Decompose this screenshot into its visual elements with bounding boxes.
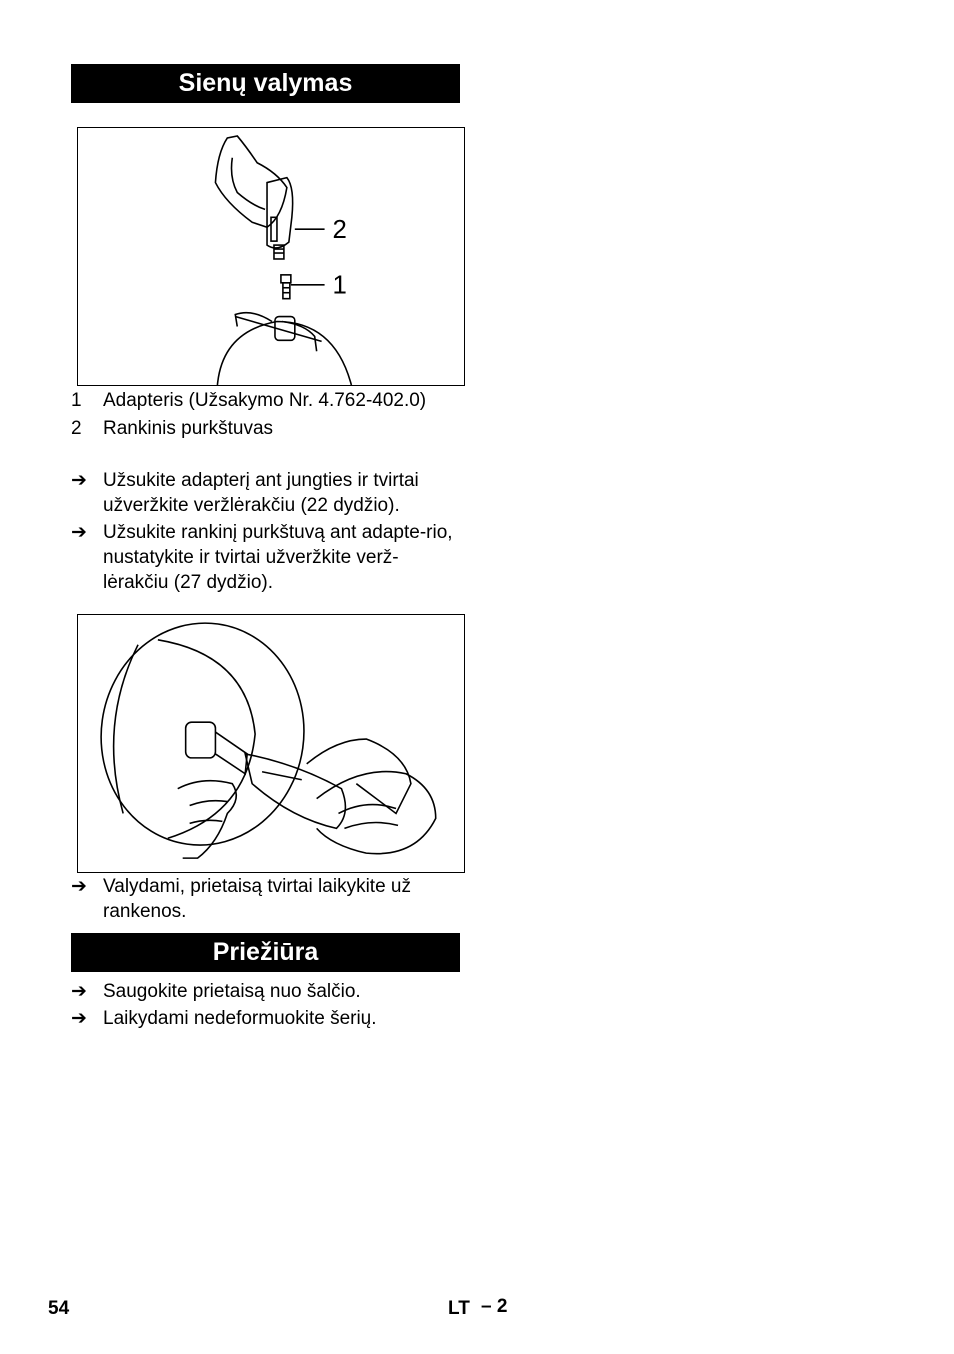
page-number: 54 [48, 1298, 70, 1319]
right-arrow-icon: ➔ [71, 876, 87, 897]
legend-number: 2 [71, 418, 82, 439]
right-arrow-icon: ➔ [71, 981, 87, 1002]
legend-item [71, 387, 426, 415]
instruction-item [71, 520, 463, 595]
section-heading-maintenance: Priežiūra [71, 933, 460, 972]
instruction-item [71, 468, 463, 518]
right-arrow-icon: ➔ [71, 470, 87, 491]
instruction-item [71, 979, 463, 1004]
instruction-text: Valydami, prietaisą tvirtai laikykite už rankenos. [103, 876, 411, 922]
language-code: LT [448, 1298, 470, 1319]
figure-legend [71, 387, 426, 443]
instruction-text: Saugokite prietaisą nuo šalčio. [103, 981, 361, 1002]
maintenance-list [71, 979, 463, 1033]
instruction-text: Užsukite rankinį purkštuvą ant adapte-rio, nustatykite ir tvirtai užveržkite verž-lėrakčiu (27 dydžio). [103, 522, 453, 593]
section-heading-wall-cleaning: Sienų valymas [71, 64, 460, 103]
legend-item [71, 415, 426, 443]
figure-assembly-diagram [77, 127, 465, 386]
instruction-item [71, 874, 463, 924]
right-arrow-icon: ➔ [71, 522, 87, 543]
callout-label-1: 1 [332, 271, 347, 300]
instruction-text: Užsukite adapterį ant jungties ir tvirtai užveržkite veržlėrakčiu (22 dydžio). [103, 470, 419, 516]
instruction-list [71, 468, 463, 597]
instruction-list [71, 874, 463, 926]
legend-number: 1 [71, 390, 82, 411]
callout-label-2: 2 [332, 216, 347, 245]
assembly-illustration [78, 128, 464, 385]
legend-text: Adapteris (Užsakymo Nr. 4.762-402.0) [103, 390, 427, 411]
instruction-text: Laikydami nedeformuokite šerių. [103, 1008, 377, 1029]
right-arrow-icon: ➔ [71, 1008, 87, 1029]
usage-illustration [78, 615, 464, 872]
figure-usage-diagram [77, 614, 465, 873]
legend-text: Rankinis purkštuvas [103, 418, 274, 439]
instruction-item [71, 1006, 463, 1031]
page-suffix: – 2 [481, 1296, 508, 1317]
